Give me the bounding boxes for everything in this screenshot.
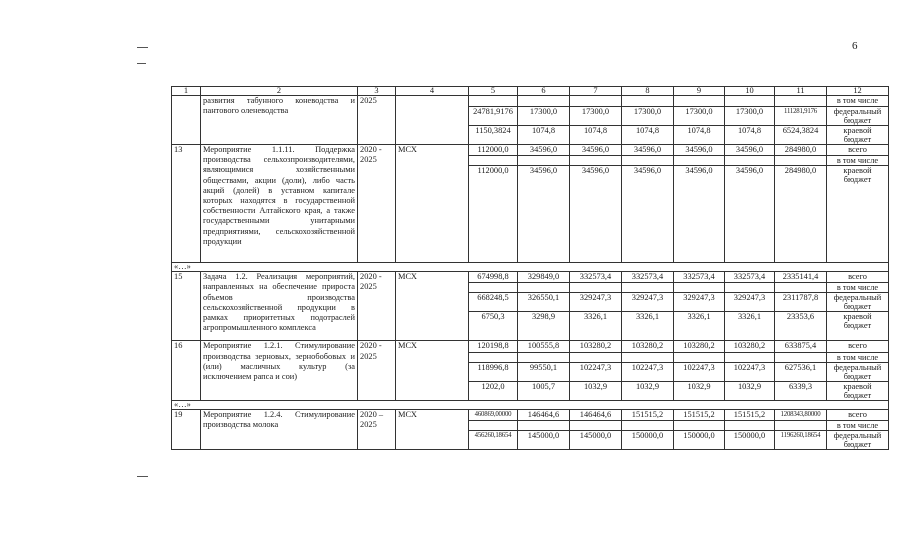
budget-value: 332573,4: [570, 272, 622, 283]
column-header: 6: [518, 87, 570, 96]
budget-value: 145000,0: [518, 430, 570, 449]
budget-value: 3326,1: [570, 312, 622, 341]
budget-value: 100555,8: [518, 341, 570, 352]
budget-value: [674, 352, 725, 362]
budget-value: 1202,0: [469, 381, 518, 400]
budget-value: 329247,3: [570, 293, 622, 312]
budget-value: [775, 156, 827, 166]
budget-value: [570, 283, 622, 293]
budget-value: 17300,0: [518, 107, 570, 126]
executor: МСХ: [396, 341, 469, 400]
budget-value: 2335141,4: [775, 272, 827, 283]
budget-value: 329247,3: [725, 293, 775, 312]
activity-description: Мероприятие 1.2.4. Стимулирование производства молока: [201, 409, 358, 449]
budget-value: 112000,0: [469, 145, 518, 156]
executor: [396, 96, 469, 145]
row-number: 19: [172, 409, 201, 449]
budget-value: 23353,6: [775, 312, 827, 341]
margin-mark: [137, 63, 146, 64]
period: 2020 - 2025: [358, 145, 396, 263]
funding-source-label: федеральный бюджет: [827, 430, 889, 449]
budget-value: [725, 352, 775, 362]
budget-value: [725, 420, 775, 430]
budget-value: 3298,9: [518, 312, 570, 341]
budget-value: [622, 283, 674, 293]
budget-value: 17300,0: [570, 107, 622, 126]
margin-mark: [137, 476, 148, 477]
table-row: [172, 400, 889, 409]
budget-value: 1208343,80000: [775, 409, 827, 420]
budget-value: 2311787,8: [775, 293, 827, 312]
funding-source-label: в том числе: [827, 420, 889, 430]
budget-value: 1150,3824: [469, 126, 518, 145]
column-header: 9: [674, 87, 725, 96]
column-header: 8: [622, 87, 674, 96]
budget-value: 102247,3: [674, 362, 725, 381]
budget-value: 17300,0: [725, 107, 775, 126]
budget-value: 34596,0: [518, 145, 570, 156]
budget-value: 103280,2: [674, 341, 725, 352]
budget-value: 34596,0: [622, 145, 674, 156]
budget-value: [469, 420, 518, 430]
budget-value: [622, 420, 674, 430]
funding-source-label: федеральный бюджет: [827, 107, 889, 126]
budget-value: 633875,4: [775, 341, 827, 352]
budget-value: 34596,0: [518, 166, 570, 263]
funding-source-label: краевой бюджет: [827, 312, 889, 341]
table-row: [172, 409, 889, 420]
budget-value: [570, 352, 622, 362]
period: 2020 – 2025: [358, 409, 396, 449]
funding-source-label: краевой бюджет: [827, 166, 889, 263]
budget-value: [570, 156, 622, 166]
budget-value: [518, 96, 570, 107]
table-row: [172, 263, 889, 272]
budget-value: 284980,0: [775, 166, 827, 263]
funding-source-label: в том числе: [827, 283, 889, 293]
table-row: [172, 96, 889, 107]
budget-value: 1032,9: [622, 381, 674, 400]
budget-value: [674, 420, 725, 430]
budget-value: 332573,4: [622, 272, 674, 283]
budget-value: 102247,3: [725, 362, 775, 381]
budget-value: 329849,0: [518, 272, 570, 283]
executor: МСХ: [396, 272, 469, 341]
funding-source-label: краевой бюджет: [827, 126, 889, 145]
row-number: [172, 96, 201, 145]
budget-value: [674, 283, 725, 293]
budget-value: [469, 352, 518, 362]
row-number: 16: [172, 341, 201, 400]
budget-value: 1074,8: [622, 126, 674, 145]
budget-value: 627536,1: [775, 362, 827, 381]
table-row: [172, 145, 889, 156]
budget-value: [775, 96, 827, 107]
activity-description: Мероприятие 1.2.1. Стимулирование производства зерновых, зернобобовых и (или) масличных культур (за исключением рапса и сои): [201, 341, 358, 400]
separator-mark: «…»: [172, 400, 889, 409]
separator-mark: «…»: [172, 263, 889, 272]
budget-value: 150000,0: [725, 430, 775, 449]
budget-value: 146464,6: [518, 409, 570, 420]
column-header: 12: [827, 87, 889, 96]
budget-value: 1032,9: [570, 381, 622, 400]
budget-value: [469, 156, 518, 166]
budget-value: [469, 283, 518, 293]
budget-value: [775, 420, 827, 430]
budget-value: 103280,2: [570, 341, 622, 352]
activity-description: Задача 1.2. Реализация мероприятий, направленных на обеспечение прироста объемов производства сельскохозяйственной продукции в рамках приоритетных подотраслей агропромышленного комплекса: [201, 272, 358, 341]
budget-value: 460869,00000: [469, 409, 518, 420]
budget-value: 151515,2: [622, 409, 674, 420]
budget-value: [674, 96, 725, 107]
budget-value: 668248,5: [469, 293, 518, 312]
budget-value: 103280,2: [622, 341, 674, 352]
budget-value: [775, 283, 827, 293]
budget-value: 1074,8: [674, 126, 725, 145]
budget-table: [171, 86, 889, 450]
column-header: 5: [469, 87, 518, 96]
funding-source-label: федеральный бюджет: [827, 293, 889, 312]
funding-source-label: всего: [827, 409, 889, 420]
budget-value: 1074,8: [725, 126, 775, 145]
column-header: 10: [725, 87, 775, 96]
row-number: 15: [172, 272, 201, 341]
budget-value: [622, 96, 674, 107]
budget-value: 3326,1: [622, 312, 674, 341]
budget-value: 1005,7: [518, 381, 570, 400]
budget-value: 326550,1: [518, 293, 570, 312]
row-number: 13: [172, 145, 201, 263]
budget-value: 34596,0: [674, 166, 725, 263]
budget-value: 284980,0: [775, 145, 827, 156]
funding-source-label: всего: [827, 145, 889, 156]
budget-value: 3326,1: [674, 312, 725, 341]
column-header: 2: [201, 87, 358, 96]
activity-description: развития табунного коневодства и пантового оленеводства: [201, 96, 358, 145]
table-row: [172, 272, 889, 283]
budget-value: 99550,1: [518, 362, 570, 381]
budget-value: [570, 96, 622, 107]
period: 2025: [358, 96, 396, 145]
budget-value: [518, 352, 570, 362]
period: 2020 - 2025: [358, 272, 396, 341]
budget-value: 24781,9176: [469, 107, 518, 126]
budget-value: 150000,0: [622, 430, 674, 449]
budget-value: 332573,4: [674, 272, 725, 283]
budget-value: 6524,3824: [775, 126, 827, 145]
budget-value: [622, 352, 674, 362]
budget-value: 17300,0: [674, 107, 725, 126]
column-header: 7: [570, 87, 622, 96]
budget-value: 118996,8: [469, 362, 518, 381]
budget-value: 150000,0: [674, 430, 725, 449]
executor: МСХ: [396, 409, 469, 449]
budget-value: 102247,3: [622, 362, 674, 381]
margin-mark: [137, 47, 148, 48]
budget-value: [622, 156, 674, 166]
budget-value: 111281,9176: [775, 107, 827, 126]
budget-value: 102247,3: [570, 362, 622, 381]
budget-value: 674998,8: [469, 272, 518, 283]
funding-source-label: в том числе: [827, 96, 889, 107]
budget-value: 151515,2: [674, 409, 725, 420]
budget-value: [674, 156, 725, 166]
funding-source-label: в том числе: [827, 352, 889, 362]
budget-value: 1032,9: [674, 381, 725, 400]
budget-value: 103280,2: [725, 341, 775, 352]
budget-value: 112000,0: [469, 166, 518, 263]
budget-value: 6750,3: [469, 312, 518, 341]
column-header: 11: [775, 87, 827, 96]
budget-value: [518, 156, 570, 166]
activity-description: Мероприятие 1.1.11. Поддержка производства сельхозпроизводителями, являющимися хозяйственными обществами, акции (доли), либо часть акций (долей) в уставном капитале которых находятся в государственной собственности Алтайского края, а также государственными унитарными предприятиями, сельскохозяйственной продукции: [201, 145, 358, 263]
budget-value: 329247,3: [622, 293, 674, 312]
budget-value: 3326,1: [725, 312, 775, 341]
period: 2020 - 2025: [358, 341, 396, 400]
column-header: 3: [358, 87, 396, 96]
column-header: 1: [172, 87, 201, 96]
funding-source-label: краевой бюджет: [827, 381, 889, 400]
table-header-row: [172, 87, 889, 96]
budget-value: [775, 352, 827, 362]
funding-source-label: в том числе: [827, 156, 889, 166]
budget-value: 329247,3: [674, 293, 725, 312]
budget-value: 34596,0: [725, 145, 775, 156]
budget-value: 456260,18654: [469, 430, 518, 449]
budget-value: [570, 420, 622, 430]
funding-source-label: федеральный бюджет: [827, 362, 889, 381]
executor: МСХ: [396, 145, 469, 263]
budget-value: 1074,8: [570, 126, 622, 145]
budget-value: [725, 156, 775, 166]
budget-value: 34596,0: [674, 145, 725, 156]
budget-value: [725, 283, 775, 293]
budget-value: [518, 420, 570, 430]
budget-value: 34596,0: [570, 166, 622, 263]
table-row: [172, 341, 889, 352]
funding-source-label: всего: [827, 341, 889, 352]
page-number: 6: [852, 40, 858, 52]
budget-value: 1032,9: [725, 381, 775, 400]
budget-value: 151515,2: [725, 409, 775, 420]
budget-value: 120198,8: [469, 341, 518, 352]
budget-value: 34596,0: [570, 145, 622, 156]
funding-source-label: всего: [827, 272, 889, 283]
budget-value: 1074,8: [518, 126, 570, 145]
budget-value: 146464,6: [570, 409, 622, 420]
budget-value: [725, 96, 775, 107]
budget-value: 34596,0: [622, 166, 674, 263]
budget-value: [518, 283, 570, 293]
budget-value: 17300,0: [622, 107, 674, 126]
column-header: 4: [396, 87, 469, 96]
budget-value: 6339,3: [775, 381, 827, 400]
budget-value: 34596,0: [725, 166, 775, 263]
budget-value: 145000,0: [570, 430, 622, 449]
budget-value: 332573,4: [725, 272, 775, 283]
budget-value: [469, 96, 518, 107]
budget-value: 1196260,18654: [775, 430, 827, 449]
